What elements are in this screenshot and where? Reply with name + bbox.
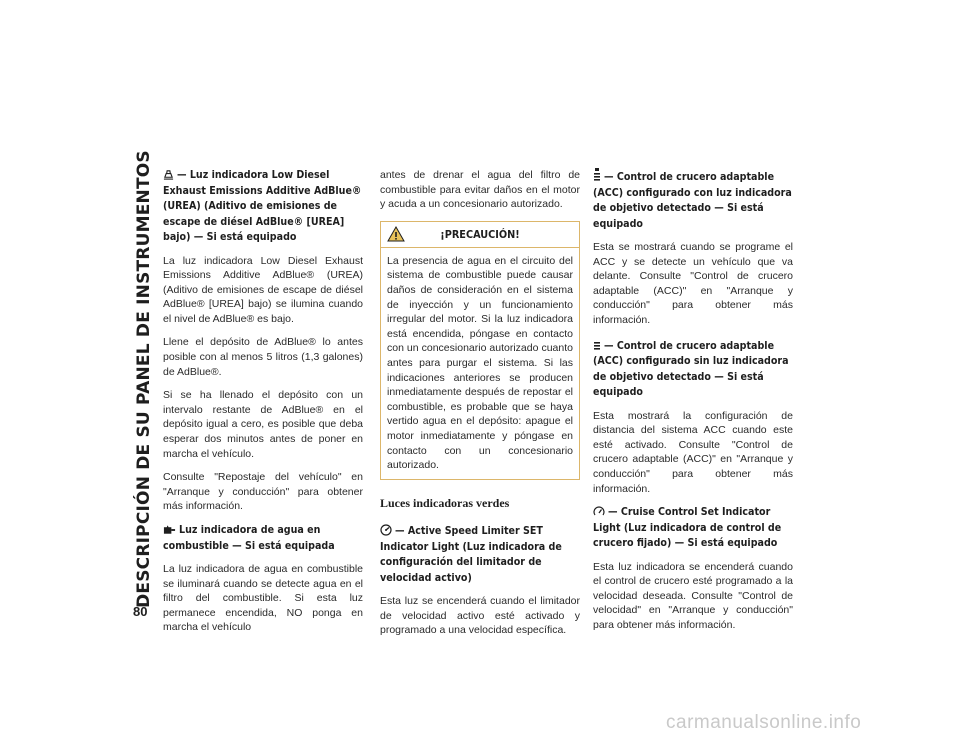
paragraph: Esta mostrará la configuración de distancia del sistema ACC cuando este esté activado. Consulte "Control de crucero adaptable (ACC)" en "Arranque y conducción" para obtener más información. — [593, 409, 793, 495]
heading-cruise-set-text: — Cruise Control Set Indicator Light (Luz indicadora de control de crucero fijado) — Si está equipado — [593, 506, 782, 550]
caution-box — [380, 221, 580, 480]
heading-acc-target-text: — Control de crucero adaptable (ACC) configurado con luz indicadora de objetivo detectado — Si está equipado — [593, 171, 792, 230]
paragraph: Esta se mostrará cuando se programe el ACC y se detecte un vehículo que va delante. Consulte "Control de crucero adaptable (ACC)" en "Arranque y conducción" para obtener más información. — [593, 241, 793, 326]
speed-limiter-icon — [380, 524, 392, 536]
acc-no-target-icon — [593, 337, 601, 351]
paragraph: Consulte "Repostaje del vehículo" en "Arranque y conducción" para obtener más información. — [163, 471, 363, 513]
warning-triangle-icon — [387, 226, 405, 242]
paragraph: La luz indicadora Low Diesel Exhaust Emissions Additive AdBlue® (UREA) (Aditivo de emisiones de escape de diésel AdBlue® [UREA] bajo) se ilumina cuando el nivel de AdBlue® es bajo. — [163, 254, 363, 325]
heading-cruise-set — [593, 505, 793, 552]
heading-speed-limiter-text: — Active Speed Limiter SET Indicator Light (Luz indicadora de configuración del limitador de velocidad activo) — [380, 525, 562, 584]
section-heading: Luces indicadoras verdes — [380, 495, 510, 510]
heading-water-text: Luz indicadora de agua en combustible — Si está equipada — [163, 524, 335, 552]
footer-watermark[interactable]: carmanualsonline.info — [666, 712, 862, 733]
paragraph: Esta luz se encenderá cuando el limitador de velocidad activo esté activado y programado a una velocidad específica. — [380, 595, 580, 637]
column-3 — [593, 168, 793, 642]
caution-header — [381, 222, 579, 248]
cruise-control-icon — [593, 506, 605, 517]
caution-body — [381, 248, 579, 479]
heading-adblue — [163, 168, 363, 246]
heading-acc-no-target — [593, 337, 793, 401]
paragraph: Si se ha llenado el depósito con un intervalo restante de AdBlue® en el depósito igual a cero, es posible que deba esperar dos minutos antes de poner en marcha el vehículo. — [163, 389, 363, 460]
acc-target-detected-icon — [593, 168, 601, 182]
paragraph: La luz indicadora de agua en combustible se iluminará cuando se detecte agua en el filtro del combustible. Si esta luz permanece encendida, NO ponga en marcha el vehículo — [163, 563, 363, 634]
page-number: 80 — [133, 604, 148, 619]
water-in-fuel-icon — [163, 525, 176, 535]
caution-text: La presencia de agua en el circuito del sistema de combustible puede causar daños de consideración en el sistema de inyección y un funcionamiento irregular del motor. Si la luz indicadora está encendida, póngase en contacto con un concesionario autorizado cuanto antes para purgar el sistema. Si las indicaciones anteriores se producen inmediatamente después de repostar el combustible, es probable que se haya vertido agua en el depósito: apague el motor inmediatamente y póngase en contacto con un concesionario autorizado. — [387, 254, 573, 472]
caution-title: ¡PRECAUCIÓN! — [440, 227, 520, 241]
column-1 — [163, 168, 363, 644]
paragraph: Llene el depósito de AdBlue® lo antes posible con al menos 5 litros (1,3 galones) de AdBlue®. — [163, 336, 363, 378]
chapter-title-text: DESCRIPCIÓN DE SU PANEL DE INSTRUMENTOS — [134, 150, 155, 608]
adblue-low-icon — [163, 169, 174, 180]
heading-acc-target — [593, 168, 793, 232]
column-2 — [380, 168, 580, 647]
heading-acc-no-target-text: — Control de crucero adaptable (ACC) configurado sin luz indicadora de objetivo detectado — Si está equipado — [593, 339, 789, 399]
heading-speed-limiter — [380, 524, 580, 586]
paragraph: Esta luz indicadora se encenderá cuando el control de crucero esté programado a la velocidad deseada. Consulte "Control de velocidad" en "Arranque y conducción" para obtener más información. — [593, 560, 793, 631]
paragraph: antes de drenar el agua del filtro de combustible para evitar daños en el motor y acuda a un concesionario autorizado. — [380, 169, 580, 211]
heading-adblue-text: — Luz indicadora Low Diesel Exhaust Emissions Additive AdBlue® (UREA) (Aditivo de emisiones de escape de diésel AdBlue® [UREA] bajo) — Si está equipado — [163, 169, 362, 243]
chapter-side-title — [131, 150, 157, 608]
heading-water-in-fuel — [163, 523, 363, 554]
